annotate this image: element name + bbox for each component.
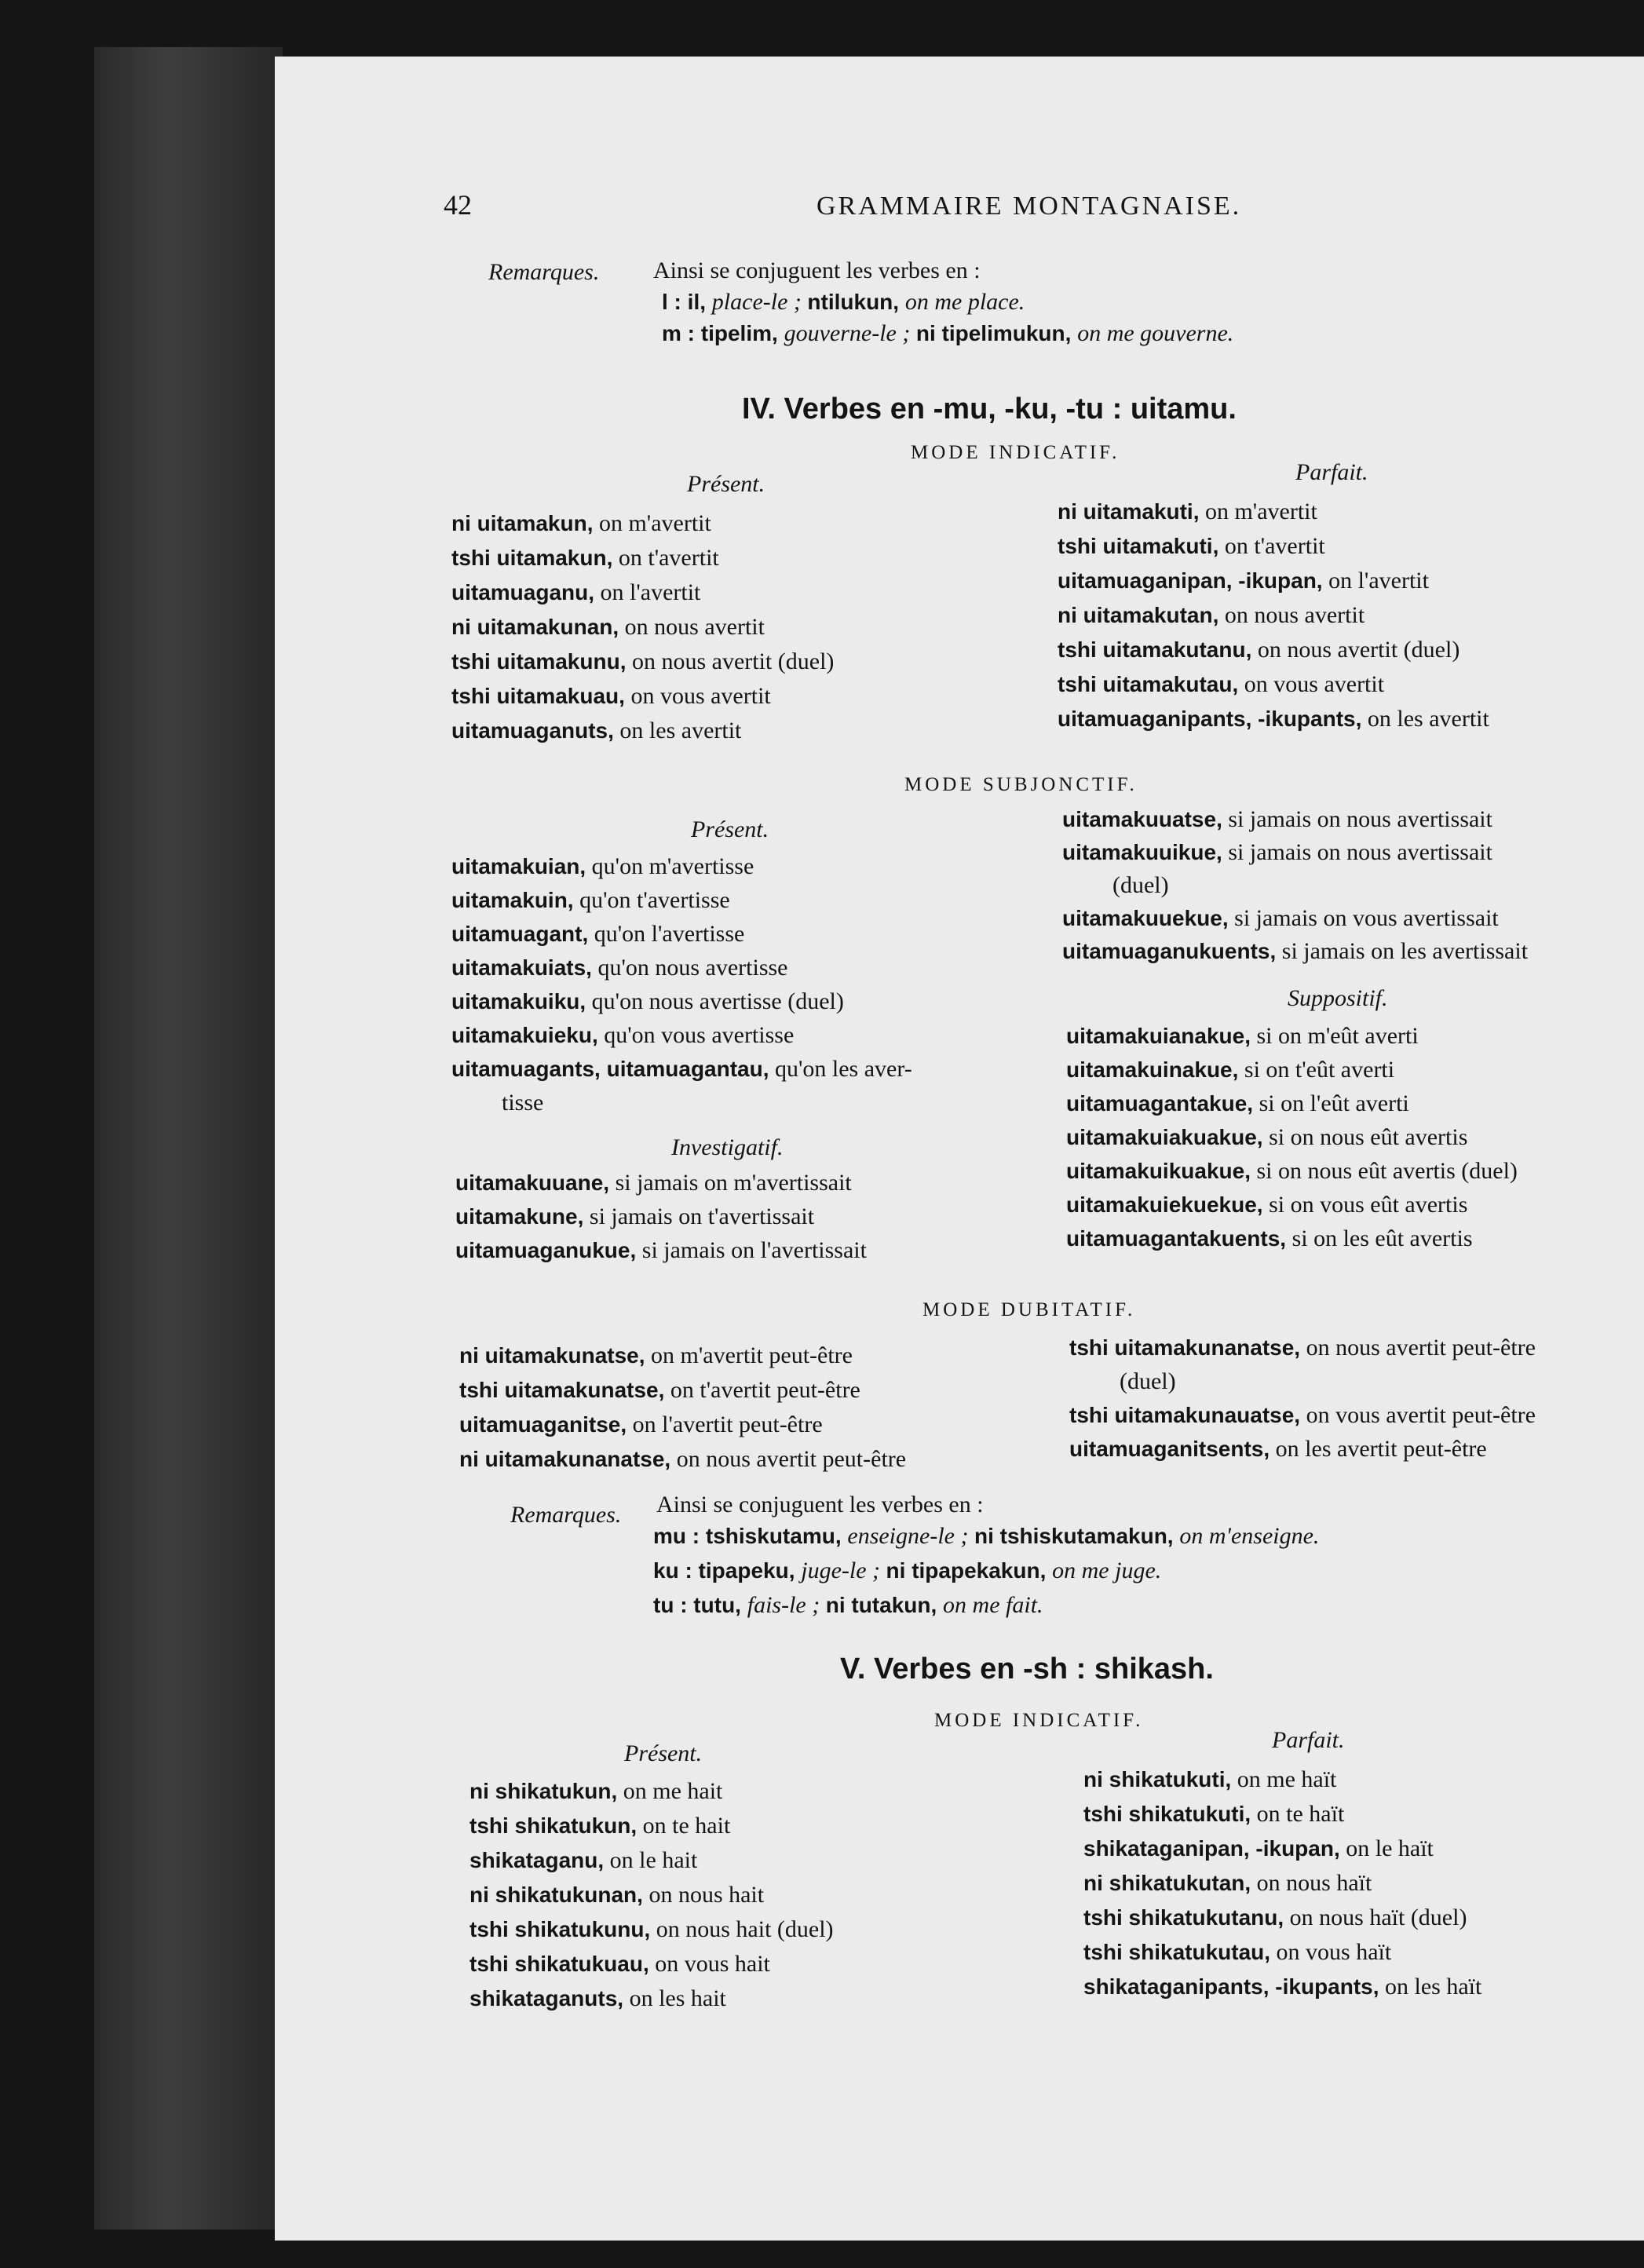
translation: on vous hait: [648, 1951, 770, 1977]
tense-heading: Présent.: [624, 1740, 703, 1766]
translation: si on vous eût avertis: [1262, 1192, 1468, 1218]
translation: on me place.: [904, 289, 1025, 315]
translation: si jamais on l'avertissait: [636, 1237, 867, 1263]
running-head: GRAMMAIRE MONTAGNAISE.: [817, 192, 1242, 221]
conjugation-line: [1062, 938, 1528, 965]
translation: (duel): [1120, 1368, 1176, 1394]
verb-form: tipelim,: [695, 321, 784, 345]
conjugation-line: [459, 1377, 860, 1404]
verb-form: tshi uitamakuau,: [451, 684, 625, 708]
translation: on le hait: [604, 1847, 698, 1873]
verb-ending: m :: [662, 321, 695, 345]
verb-form: uitamuagants, uitamuagantau,: [451, 1057, 769, 1081]
translation: on nous avertit peut-être: [670, 1446, 907, 1472]
conjugation-line: [455, 1203, 814, 1230]
translation: si jamais on m'avertissait: [609, 1170, 852, 1196]
conjugation-line: [1066, 1225, 1473, 1252]
remarks-intro: Ainsi se conjuguent les verbes en :: [656, 1492, 984, 1517]
conjugation-line: [1058, 671, 1384, 698]
verb-form: tshi shikatukuau,: [469, 1952, 649, 1976]
verb-form: ni shikatukun,: [469, 1779, 618, 1803]
verb-form: ni shikatukuti,: [1083, 1767, 1232, 1791]
verb-form: uitamuaganuts,: [451, 718, 614, 743]
verb-form: ni uitamakunanatse,: [459, 1447, 671, 1471]
mode-heading: MODE INDICATIF.: [911, 442, 1120, 463]
conjugation-line: [451, 955, 788, 981]
conjugation-line: [451, 718, 741, 744]
verb-ending: tu :: [653, 1593, 688, 1617]
remarks-line: [653, 1523, 1319, 1550]
translation: (duel): [1112, 872, 1169, 898]
verb-form: ni tipapekakun,: [886, 1558, 1053, 1583]
verb-form: tshiskutamu,: [700, 1524, 848, 1548]
verb-form: uitamakuuikue,: [1062, 840, 1222, 864]
conjugation-line: [1112, 872, 1169, 899]
translation: on me juge.: [1052, 1558, 1162, 1583]
verb-form: tshi uitamakunatse,: [459, 1378, 665, 1402]
verb-form: uitamakuiekuekue,: [1066, 1192, 1263, 1217]
conjugation-line: [1066, 1124, 1467, 1151]
translation: on m'avertit peut-être: [645, 1342, 853, 1368]
verb-form: shikataganipants, -ikupants,: [1083, 1974, 1379, 1999]
conjugation-line: [1083, 1835, 1434, 1862]
conjugation-line: [1058, 568, 1429, 594]
mode-heading: MODE SUBJONCTIF.: [904, 774, 1138, 795]
translation: on te hait: [637, 1813, 731, 1839]
conjugation-line: [469, 1882, 764, 1908]
remarks-line: [662, 289, 1025, 316]
verb-form: uitamakuuatse,: [1062, 807, 1222, 831]
translation: gouverne-le ;: [784, 320, 916, 346]
verb-form: uitamuaganukuents,: [1062, 939, 1277, 963]
verb-form: uitamakuiku,: [451, 989, 586, 1013]
tense-heading: Parfait.: [1295, 459, 1368, 485]
translation: qu'on nous avertisse (duel): [586, 988, 844, 1014]
translation: on le haït: [1339, 1835, 1434, 1861]
translation: on nous avertit (duel): [626, 648, 835, 674]
conjugation-line: [451, 545, 719, 572]
translation: si jamais on t'avertissait: [583, 1203, 815, 1229]
verb-form: ntilukun,: [807, 290, 905, 314]
conjugation-line: [455, 1237, 867, 1264]
translation: si jamais on nous avertissait: [1222, 839, 1492, 865]
translation: juge-le ;: [801, 1558, 886, 1583]
verb-form: tshi uitamakutau,: [1058, 672, 1239, 696]
verb-form: tshi uitamakutanu,: [1058, 637, 1252, 662]
translation: on m'avertit: [1199, 499, 1317, 524]
translation: on nous avertit: [1218, 602, 1365, 628]
conjugation-line: [1062, 806, 1492, 833]
translation: si jamais on vous avertissait: [1228, 905, 1499, 931]
verb-form: uitamakune,: [455, 1204, 584, 1229]
conjugation-line: [459, 1412, 823, 1438]
translation: si on les eût avertis: [1286, 1225, 1473, 1251]
translation: enseigne-le ;: [847, 1523, 974, 1549]
conjugation-line: [1066, 1057, 1394, 1083]
conjugation-line: [451, 921, 744, 948]
verb-form: uitamuaganitsents,: [1069, 1437, 1270, 1461]
translation: on les avertit: [1361, 706, 1489, 732]
conjugation-line: [469, 1985, 726, 2012]
translation: on vous avertit: [624, 683, 771, 709]
translation: on m'avertit: [593, 510, 711, 536]
verb-form: uitamakuiats,: [451, 955, 592, 980]
translation: on vous avertit: [1238, 671, 1385, 697]
translation: on l'avertit: [1322, 568, 1429, 593]
verb-form: ni uitamakunan,: [451, 615, 619, 639]
tense-heading: Suppositif.: [1288, 985, 1388, 1011]
verb-form: tshi shikatukutau,: [1083, 1940, 1271, 1964]
mode-heading: MODE DUBITATIF.: [922, 1299, 1136, 1320]
translation: si on l'eût averti: [1253, 1090, 1409, 1116]
conjugation-line: [1083, 1939, 1391, 1966]
conjugation-line: [1083, 1905, 1467, 1931]
translation: qu'on t'avertisse: [573, 887, 730, 913]
conjugation-line: [1083, 1974, 1481, 2000]
conjugation-line: [451, 648, 834, 675]
conjugation-line: [451, 887, 730, 914]
conjugation-line: [1066, 1023, 1419, 1050]
tense-heading: Investigatif.: [671, 1134, 784, 1160]
translation: place-le ;: [711, 289, 808, 315]
translation: on me haït: [1231, 1766, 1337, 1792]
verb-form: uitamuaganipan, -ikupan,: [1058, 568, 1323, 593]
verb-form: uitamakuianakue,: [1066, 1024, 1251, 1048]
verb-form: ni uitamakun,: [451, 511, 594, 535]
conjugation-line: [469, 1916, 834, 1943]
translation: on me gouverne.: [1077, 320, 1234, 346]
conjugation-line: [451, 510, 711, 537]
remarks-label: Remarques.: [510, 1502, 622, 1528]
verb-form: uitamakuinakue,: [1066, 1057, 1239, 1082]
verb-form: uitamakuuane,: [455, 1171, 610, 1195]
conjugation-line: [451, 683, 771, 710]
translation: on me fait.: [943, 1592, 1043, 1618]
translation: on l'avertit peut-être: [627, 1412, 823, 1437]
verb-form: uitamuaganukue,: [455, 1238, 637, 1262]
section-title-iv: IV. Verbes en -mu, -ku, -tu : uitamu.: [742, 393, 1237, 425]
verb-form: uitamuaganu,: [451, 580, 595, 604]
translation: si on t'eût averti: [1238, 1057, 1395, 1083]
conjugation-line: [451, 614, 765, 641]
translation: qu'on nous avertisse: [591, 955, 788, 981]
translation: si on nous eût avertis: [1262, 1124, 1468, 1150]
verb-ending: mu :: [653, 1524, 700, 1548]
translation: fais-le ;: [747, 1592, 826, 1618]
conjugation-line: [1062, 839, 1492, 866]
conjugation-line: [459, 1446, 906, 1473]
verb-form: il,: [681, 290, 712, 314]
verb-form: uitamuagant,: [451, 922, 589, 946]
conjugation-line: [1066, 1158, 1518, 1185]
translation: qu'on les aver-: [769, 1056, 912, 1082]
remarks-line: [653, 1592, 1043, 1619]
conjugation-line: [469, 1951, 770, 1978]
verb-form: ni tutakun,: [825, 1593, 944, 1617]
verb-form: tshi shikatukutanu,: [1083, 1905, 1284, 1930]
verb-form: shikataganu,: [469, 1848, 605, 1872]
verb-form: uitamuagantakue,: [1066, 1091, 1254, 1116]
translation: on t'avertit: [1218, 533, 1325, 559]
remarks-intro: Ainsi se conjuguent les verbes en :: [653, 257, 981, 283]
verb-form: shikataganipan, -ikupan,: [1083, 1836, 1340, 1861]
remarks-line: [662, 320, 1233, 347]
verb-form: tshi uitamakunu,: [451, 649, 627, 674]
conjugation-line: [469, 1847, 697, 1874]
verb-form: uitamuaganitse,: [459, 1412, 627, 1437]
mode-heading: MODE INDICATIF.: [934, 1710, 1144, 1731]
conjugation-line: [1066, 1192, 1467, 1218]
translation: on me hait: [617, 1778, 723, 1804]
verb-form: shikataganuts,: [469, 1986, 624, 2011]
verb-form: uitamakuuekue,: [1062, 906, 1229, 930]
verb-form: ni shikatukutan,: [1083, 1871, 1251, 1895]
translation: on les avertit peut-être: [1270, 1436, 1487, 1462]
translation: on t'avertit: [612, 545, 719, 571]
translation: on nous hait: [642, 1882, 765, 1908]
verb-form: tshi uitamakuti,: [1058, 534, 1219, 558]
translation: qu'on m'avertisse: [586, 853, 754, 879]
tense-heading: Présent.: [687, 471, 765, 497]
verb-ending: l :: [662, 290, 681, 314]
verb-form: tshi shikatukun,: [469, 1813, 638, 1838]
verb-form: tshi uitamakunanatse,: [1069, 1335, 1301, 1360]
translation: on nous avertit: [619, 614, 765, 640]
conjugation-line: [1069, 1335, 1536, 1361]
verb-form: ni uitamakutan,: [1058, 603, 1219, 627]
translation: on les hait: [623, 1985, 726, 2011]
conjugation-line: [1058, 706, 1489, 732]
verb-form: ni shikatukunan,: [469, 1883, 643, 1907]
translation: si on m'eût averti: [1250, 1023, 1419, 1049]
remarks-label: Remarques.: [488, 259, 600, 285]
translation: on te haït: [1251, 1801, 1345, 1827]
translation: on nous hait (duel): [650, 1916, 834, 1942]
translation: on m'enseigne.: [1179, 1523, 1320, 1549]
conjugation-line: [1069, 1436, 1487, 1463]
verb-form: uitamakuikuakue,: [1066, 1159, 1251, 1183]
conjugation-line: [1120, 1368, 1176, 1395]
translation: si jamais on nous avertissait: [1222, 806, 1492, 832]
translation: si on nous eût avertis (duel): [1250, 1158, 1518, 1184]
verb-form: tshi uitamakunauatse,: [1069, 1403, 1301, 1427]
verb-form: ni tshiskutamakun,: [974, 1524, 1180, 1548]
verb-form: uitamakuin,: [451, 888, 574, 912]
translation: on l'avertit: [594, 579, 701, 605]
verb-ending: ku :: [653, 1558, 692, 1583]
conjugation-line: [451, 1022, 794, 1049]
translation: on vous avertit peut-être: [1300, 1402, 1536, 1428]
conjugation-line: [1058, 499, 1317, 525]
translation: on les avertit: [613, 718, 742, 743]
translation: qu'on vous avertisse: [597, 1022, 795, 1048]
conjugation-line: [1058, 637, 1460, 663]
translation: tisse: [502, 1090, 544, 1116]
conjugation-line: [451, 579, 700, 606]
verb-form: tshi shikatukuti,: [1083, 1802, 1251, 1826]
verb-form: ni uitamakunatse,: [459, 1343, 645, 1368]
tense-heading: Présent.: [691, 816, 769, 842]
conjugation-line: [459, 1342, 853, 1369]
translation: on nous haït: [1251, 1870, 1372, 1896]
translation: on nous haït (duel): [1284, 1905, 1467, 1930]
verb-form: uitamakuiakuakue,: [1066, 1125, 1263, 1149]
translation: on t'avertit peut-être: [664, 1377, 860, 1403]
conjugation-line: [1058, 602, 1365, 629]
verb-form: tshi uitamakun,: [451, 546, 613, 570]
translation: on les haït: [1379, 1974, 1482, 2000]
page-number: 42: [444, 189, 472, 221]
verb-form: uitamuaganipants, -ikupants,: [1058, 707, 1362, 731]
conjugation-line: [469, 1813, 730, 1839]
conjugation-line: [1069, 1402, 1536, 1429]
translation: on nous avertit peut-être: [1300, 1335, 1536, 1360]
tense-heading: Parfait.: [1272, 1727, 1345, 1753]
verb-form: ni uitamakuti,: [1058, 499, 1200, 524]
conjugation-line: [1083, 1801, 1344, 1828]
conjugation-line: [455, 1170, 852, 1196]
translation: on vous haït: [1270, 1939, 1392, 1965]
verb-form: uitamakuieku,: [451, 1023, 598, 1047]
verb-form: uitamakuian,: [451, 854, 586, 878]
conjugation-line: [451, 988, 844, 1015]
conjugation-line: [1083, 1766, 1336, 1793]
conjugation-line: [451, 1056, 912, 1083]
conjugation-line: [502, 1090, 543, 1116]
verb-form: uitamuagantakuents,: [1066, 1226, 1287, 1251]
translation: si jamais on les avertissait: [1276, 938, 1529, 964]
verb-form: tshi shikatukunu,: [469, 1917, 651, 1941]
book-spine: [94, 47, 283, 2230]
verb-form: tutu,: [687, 1593, 747, 1617]
conjugation-line: [1062, 905, 1499, 932]
verb-form: ni tipelimukun,: [915, 321, 1078, 345]
conjugation-line: [451, 853, 754, 880]
remarks-line: [653, 1558, 1161, 1584]
conjugation-line: [1066, 1090, 1409, 1117]
conjugation-line: [469, 1778, 722, 1805]
translation: on nous avertit (duel): [1251, 637, 1460, 663]
section-title-v: V. Verbes en -sh : shikash.: [840, 1653, 1214, 1685]
verb-form: tipapeku,: [692, 1558, 802, 1583]
conjugation-line: [1058, 533, 1325, 560]
conjugation-line: [1083, 1870, 1372, 1897]
translation: qu'on l'avertisse: [588, 921, 745, 947]
